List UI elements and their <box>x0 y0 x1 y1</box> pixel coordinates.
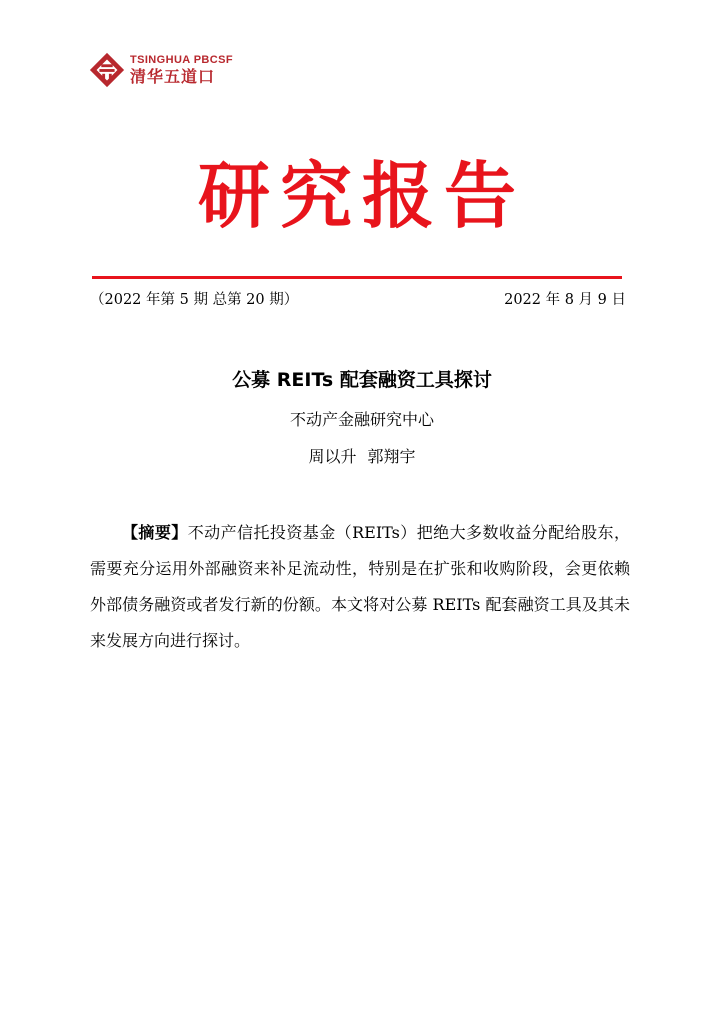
report-title: 研究报告 <box>197 153 526 238</box>
logo-name-en: TSINGHUA PBCSF <box>130 54 233 66</box>
pbcsf-emblem-icon <box>88 51 126 89</box>
logo-text <box>130 55 233 85</box>
issue-number: （2022 年第 5 期 总第 20 期） <box>90 292 299 308</box>
pbcsf-logo <box>88 51 233 89</box>
abstract-text: 不动产信托投资基金（REITs）把绝大多数收益分配给股东，需要充分运用外部融资来补足流动性，特别是在扩张和收购阶段，会更依赖外部债务融资或者发行新的份额。本文将对公募 REITs 配套融资工具及其未来发展方向进行探讨。 <box>90 523 630 650</box>
abstract-label: 【摘要】 <box>122 523 188 542</box>
issue-info <box>90 288 626 312</box>
article-title: 公募 REITs 配套融资工具探讨 <box>232 369 492 391</box>
department: 不动产金融研究中心 <box>289 410 434 429</box>
issue-date: 2022 年 8 月 9 日 <box>504 292 626 308</box>
authors: 周以升 郭翔宇 <box>308 447 416 466</box>
title-divider <box>92 276 622 279</box>
logo-name-cn: 清华五道口 <box>130 67 216 86</box>
abstract-paragraph <box>90 515 630 659</box>
